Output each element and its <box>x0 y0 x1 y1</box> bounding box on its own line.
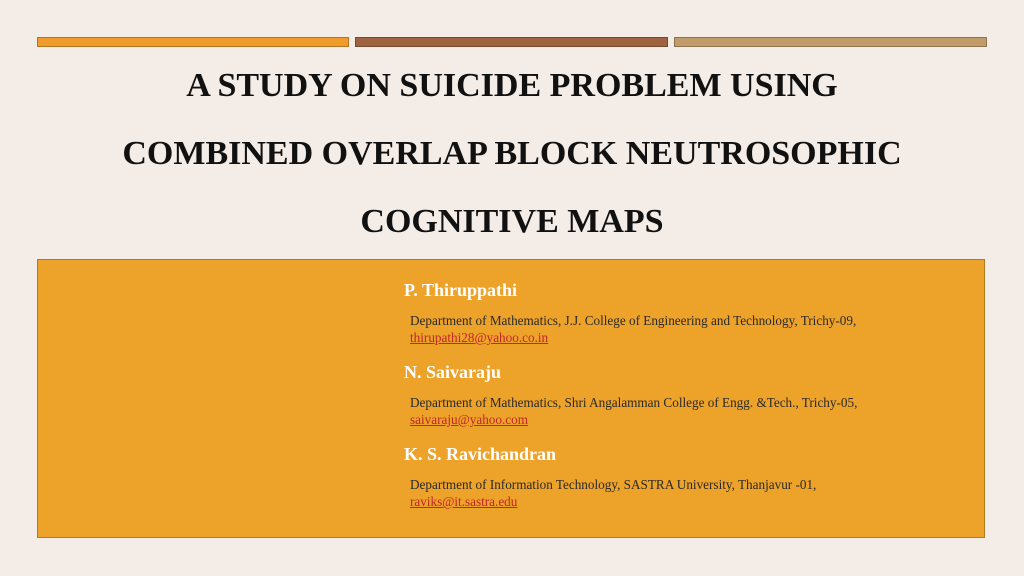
author-department: Department of Mathematics, J.J. College of Engineering and Technology, Trichy-09, <box>410 313 857 328</box>
accent-bar-orange <box>37 37 349 47</box>
author-list <box>404 278 964 524</box>
authors-panel <box>37 259 985 538</box>
title-line-3: COGNITIVE MAPS <box>360 203 664 240</box>
author-name: K. S. Ravichandran <box>404 444 557 464</box>
author-email-link[interactable]: saivaraju@yahoo.com <box>410 412 528 427</box>
author-name: P. Thiruppathi <box>404 280 518 300</box>
author-email-link[interactable]: thirupathi28@yahoo.co.in <box>410 330 549 345</box>
slide-title <box>40 52 984 256</box>
accent-bar-brown <box>355 37 668 47</box>
author-email-link[interactable]: raviks@it.sastra.edu <box>410 494 518 509</box>
author-name: N. Saivaraju <box>404 362 502 382</box>
title-line-1: A STUDY ON SUICIDE PROBLEM USING <box>186 67 838 104</box>
author-department: Department of Information Technology, SASTRA University, Thanjavur -01, <box>410 477 817 492</box>
decorative-bars <box>37 37 987 47</box>
accent-bar-tan <box>674 37 987 47</box>
author-department: Department of Mathematics, Shri Angalamman College of Engg. &Tech., Trichy-05, <box>410 395 858 410</box>
title-line-2: COMBINED OVERLAP BLOCK NEUTROSOPHIC <box>122 135 902 172</box>
author-block <box>404 442 964 520</box>
author-block <box>404 360 964 438</box>
author-block <box>404 278 964 356</box>
